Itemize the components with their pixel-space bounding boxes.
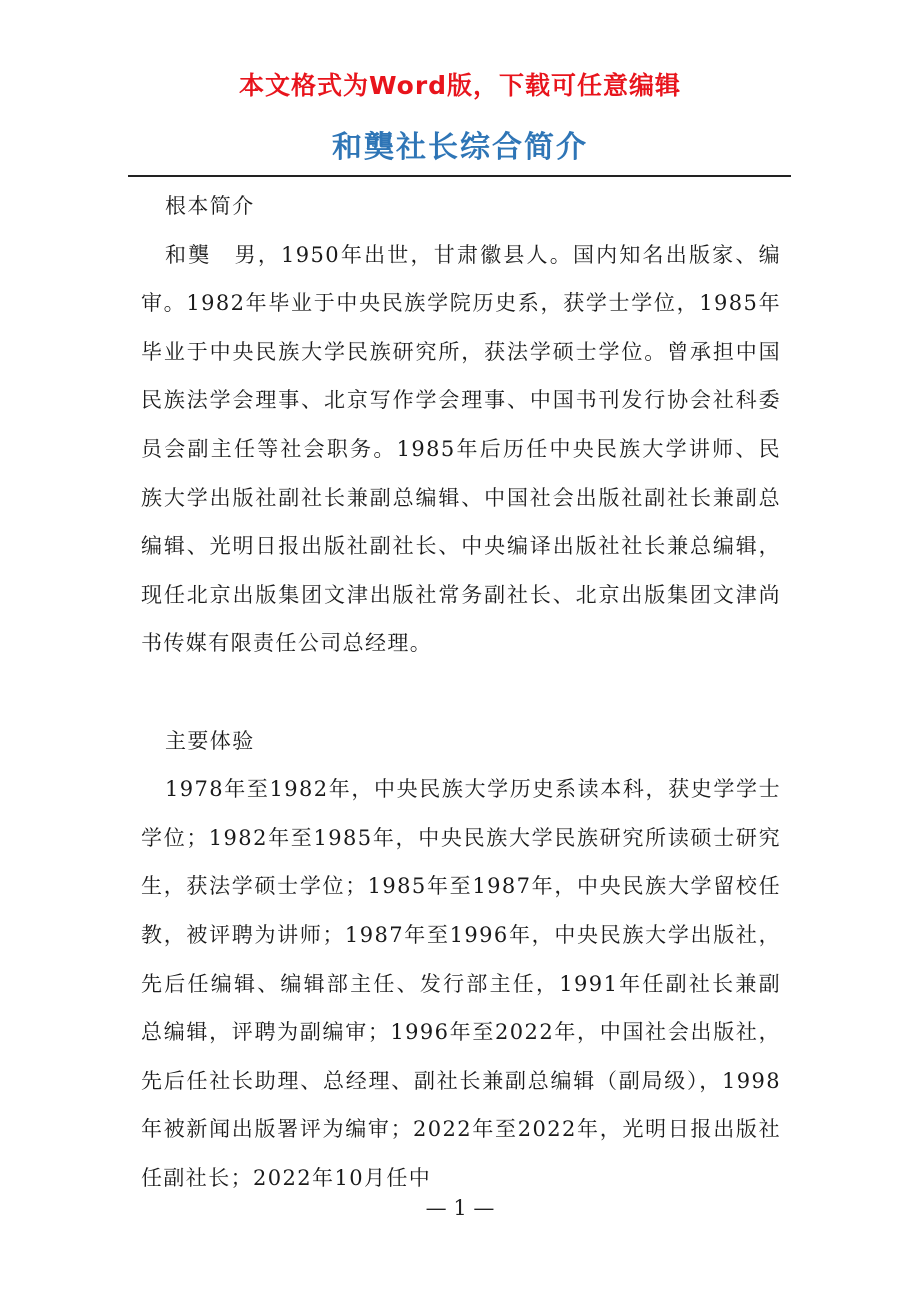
section-heading-main-experience: 主要体验 — [165, 728, 255, 753]
title-divider — [128, 175, 791, 177]
download-banner: 本文格式为Word版，下载可任意编辑 — [238, 71, 682, 100]
section-spacer — [141, 668, 781, 717]
section-heading-basic-intro: 根本简介 — [165, 194, 255, 218]
document-body — [141, 182, 781, 1202]
document-title: 和龑社长综合简介 — [332, 130, 588, 165]
page-number: — 1 — — [425, 1196, 495, 1220]
section-body-main-experience: 1978年至1982年，中央民族大学历史系读本科，获史学学士学位；1982年至1985年，中央民族大学民族研究所读硕士研究生，获法学硕士学位；1985年至1987年，中央民族大学留校任教，被评聘为讲师；1987年至1996年，中央民族大学出版社，先后任编辑、编辑部主任、发行部主任，1991年任副社长兼副总编辑，评聘为副编审；1996年至2022年，中国社会出版社，先后任社长助理、总经理、副社长兼副总编辑（副局级），1998年被新闻出版署评为编审；2022年至2022年，光明日报出版社任副社长；2022年10月任中 — [141, 777, 781, 1190]
section-body-basic-intro: 和龑 男，1950年出世，甘肃徽县人。国内知名出版家、编审。1982年毕业于中央民族学院历史系，获学士学位，1985年毕业于中央民族大学民族研究所，获法学硕士学位。曾承担中国民族法学会理事、北京写作学会理事、中国书刊发行协会社科委员会副主任等社会职务。1985年后历任中央民族大学讲师、民族大学出版社副社长兼副总编辑、中国社会出版社副社长兼副总编辑、光明日报出版社副社长、中央编译出版社社长兼总编辑，现任北京出版集团文津出版社常务副社长、北京出版集团文津尚书传媒有限责任公司总经理。 — [141, 242, 781, 656]
